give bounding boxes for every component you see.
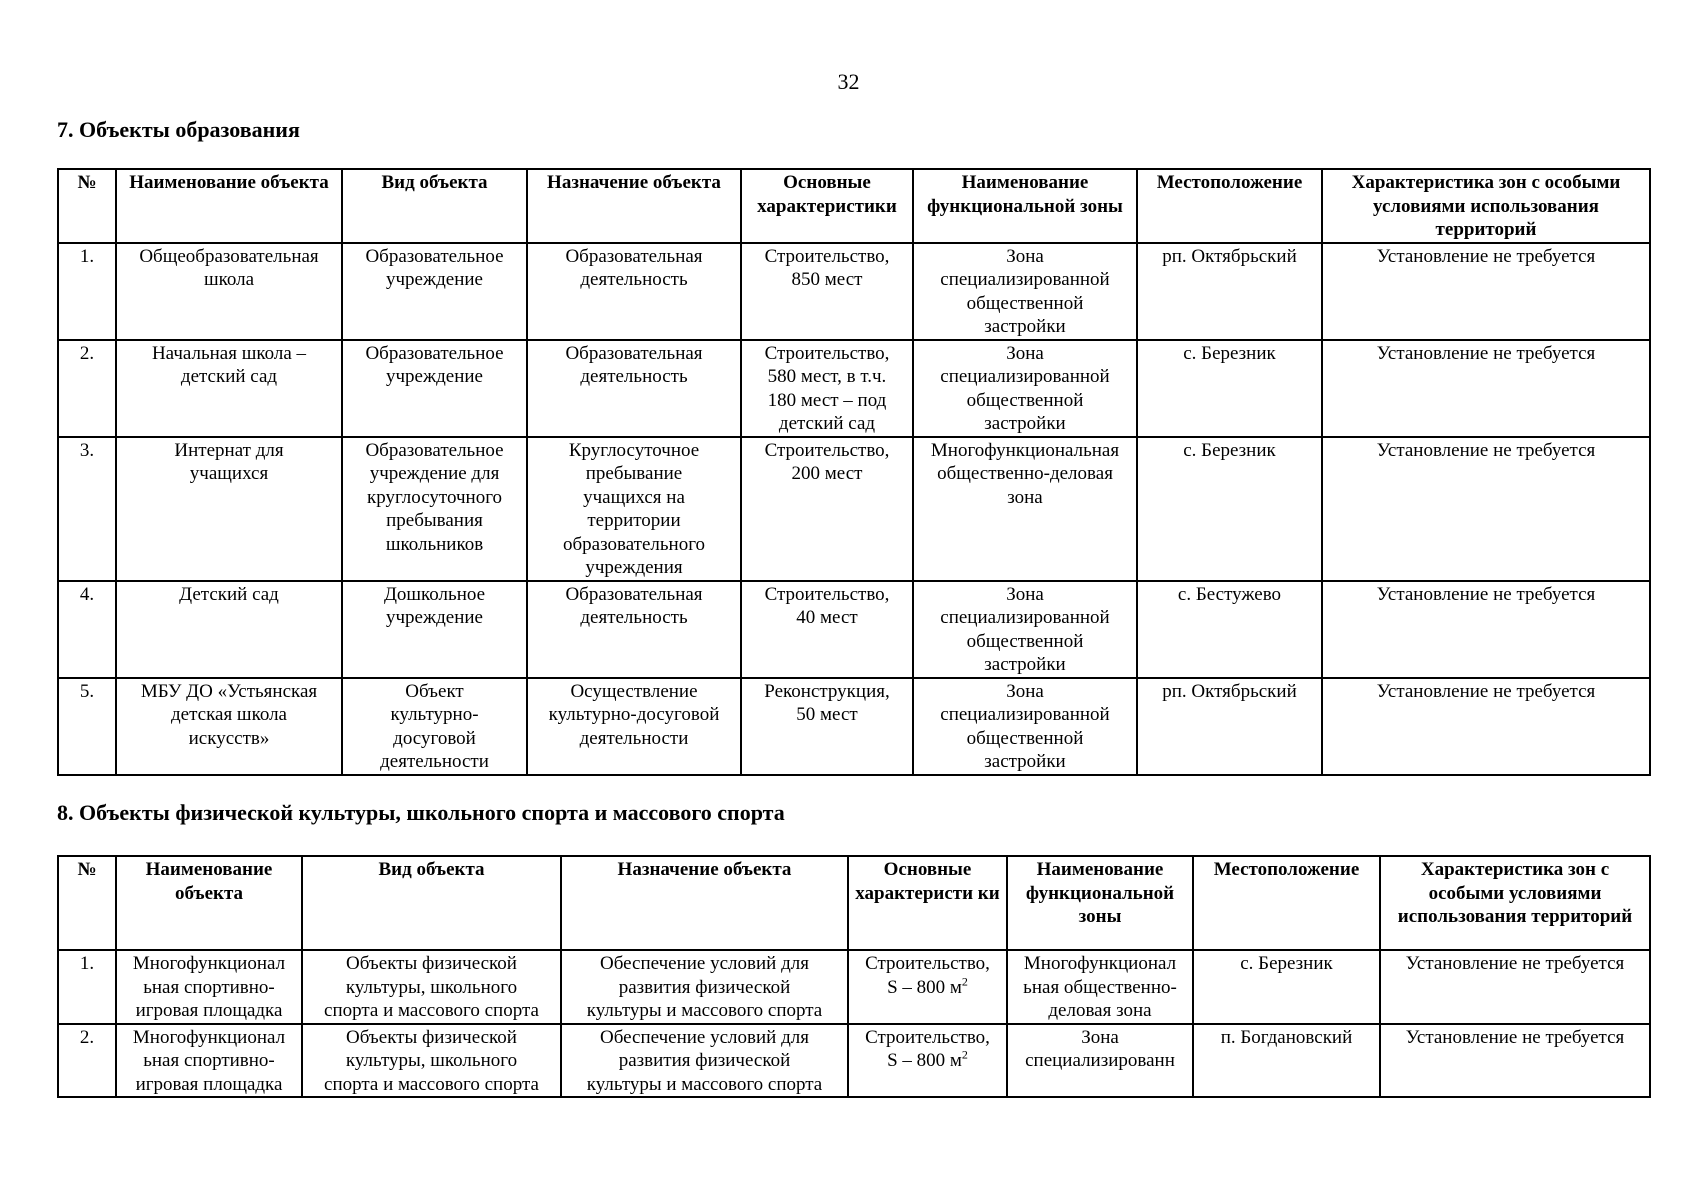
cell-type: Образовательное учреждение для круглосуточного пребывания школьников (342, 437, 527, 581)
table-header-row (58, 856, 1650, 950)
section-title-education: 7. Объекты образования (57, 117, 300, 142)
cell-location: рп. Октябрьский (1137, 678, 1322, 775)
cell-location: рп. Октябрьский (1137, 243, 1322, 340)
cell-type: Объект культурно- досуговой деятельности (342, 678, 527, 775)
education-objects-table (57, 168, 1651, 776)
cell-zone: Зона специализированной общественной застройки (913, 581, 1137, 678)
cell-num: 2. (58, 1024, 116, 1098)
cell-purpose: Образовательная деятельность (527, 340, 741, 437)
cell-name: Интернат для учащихся (116, 437, 342, 581)
cell-name: Многофункционал ьная спортивно- игровая площадка (116, 1024, 302, 1098)
cell-name: Начальная школа – детский сад (116, 340, 342, 437)
cell-num: 1. (58, 950, 116, 1024)
cell-purpose: Образовательная деятельность (527, 243, 741, 340)
table-row (58, 1024, 1650, 1098)
header-purpose: Назначение объекта (527, 169, 741, 243)
section-title-sports: 8. Объекты физической культуры, школьного спорта и массового спорта (57, 800, 785, 825)
table-header-row (58, 169, 1650, 243)
cell-characteristics: Строительство, 580 мест, в т.ч. 180 мест – под детский сад (741, 340, 913, 437)
header-characteristics: Основные характеристики (741, 169, 913, 243)
cell-purpose: Образовательная деятельность (527, 581, 741, 678)
cell-special-zones: Установление не требуется (1322, 340, 1650, 437)
cell-characteristics: Реконструкция, 50 мест (741, 678, 913, 775)
cell-characteristics: Строительство, 40 мест (741, 581, 913, 678)
cell-characteristics: Строительство, S – 800 $м^2$ (848, 950, 1007, 1024)
cell-name: МБУ ДО «Устьянская детская школа искусств» (116, 678, 342, 775)
header-name: Наименование объекта (116, 856, 302, 950)
cell-type: Дошкольное учреждение (342, 581, 527, 678)
cell-special-zones: Установление не требуется (1322, 243, 1650, 340)
cell-location: с. Березник (1137, 437, 1322, 581)
area-value: S – 800 $м^2$ (887, 1047, 968, 1071)
page-number: 32 (837, 69, 860, 94)
header-characteristics: Основные характеристи ки (848, 856, 1007, 950)
cell-location: с. Бестужево (1137, 581, 1322, 678)
table-row (58, 340, 1650, 437)
cell-location: с. Березник (1137, 340, 1322, 437)
cell-name: Детский сад (116, 581, 342, 678)
cell-zone: Зона специализированной общественной застройки (913, 678, 1137, 775)
header-special-zones: Характеристика зон с особыми условиями использования территорий (1322, 169, 1650, 243)
area-value: S – 800 $м^2$ (887, 974, 968, 998)
header-num: № (58, 856, 116, 950)
header-location: Местоположение (1137, 169, 1322, 243)
cell-location: п. Богдановский (1193, 1024, 1380, 1098)
header-location: Местоположение (1193, 856, 1380, 950)
table-row (58, 437, 1650, 581)
cell-zone: Зона специализированной общественной застройки (913, 340, 1137, 437)
cell-num: 4. (58, 581, 116, 678)
cell-characteristics: Строительство, 200 мест (741, 437, 913, 581)
cell-zone: Зона специализированн (1007, 1024, 1193, 1098)
cell-special-zones: Установление не требуется (1380, 950, 1650, 1024)
header-zone: Наименование функциональной зоны (1007, 856, 1193, 950)
cell-name: Общеобразовательная школа (116, 243, 342, 340)
cell-location: с. Березник (1193, 950, 1380, 1024)
cell-special-zones: Установление не требуется (1322, 581, 1650, 678)
table-row (58, 243, 1650, 340)
cell-num: 5. (58, 678, 116, 775)
table-row (58, 678, 1650, 775)
cell-name: Многофункционал ьная спортивно- игровая площадка (116, 950, 302, 1024)
cell-num: 3. (58, 437, 116, 581)
header-num: № (58, 169, 116, 243)
table-row (58, 581, 1650, 678)
cell-zone: Зона специализированной общественной застройки (913, 243, 1137, 340)
header-zone: Наименование функциональной зоны (913, 169, 1137, 243)
cell-purpose: Круглосуточное пребывание учащихся на территории образовательного учреждения (527, 437, 741, 581)
cell-purpose: Осуществление культурно-досуговой деятельности (527, 678, 741, 775)
cell-characteristics: Строительство, 850 мест (741, 243, 913, 340)
cell-zone: Многофункциональная общественно-деловая зона (913, 437, 1137, 581)
cell-num: 2. (58, 340, 116, 437)
cell-type: Образовательное учреждение (342, 340, 527, 437)
table-row (58, 950, 1650, 1024)
cell-zone: Многофункционал ьная общественно- деловая зона (1007, 950, 1193, 1024)
cell-type: Образовательное учреждение (342, 243, 527, 340)
cell-characteristics: Строительство, S – 800 $м^2$ (848, 1024, 1007, 1098)
header-type: Вид объекта (342, 169, 527, 243)
cell-special-zones: Установление не требуется (1322, 678, 1650, 775)
cell-purpose: Обеспечение условий для развития физической культуры и массового спорта (561, 1024, 848, 1098)
header-name: Наименование объекта (116, 169, 342, 243)
sports-objects-table (57, 855, 1651, 1098)
header-purpose: Назначение объекта (561, 856, 848, 950)
cell-special-zones: Установление не требуется (1322, 437, 1650, 581)
cell-type: Объекты физической культуры, школьного спорта и массового спорта (302, 1024, 561, 1098)
cell-purpose: Обеспечение условий для развития физической культуры и массового спорта (561, 950, 848, 1024)
unit-superscript: 2 (961, 1047, 968, 1062)
cell-type: Объекты физической культуры, школьного спорта и массового спорта (302, 950, 561, 1024)
cell-special-zones: Установление не требуется (1380, 1024, 1650, 1098)
unit-superscript: 2 (961, 974, 968, 989)
cell-num: 1. (58, 243, 116, 340)
header-special-zones: Характеристика зон с особыми условиями использования территорий (1380, 856, 1650, 950)
header-type: Вид объекта (302, 856, 561, 950)
